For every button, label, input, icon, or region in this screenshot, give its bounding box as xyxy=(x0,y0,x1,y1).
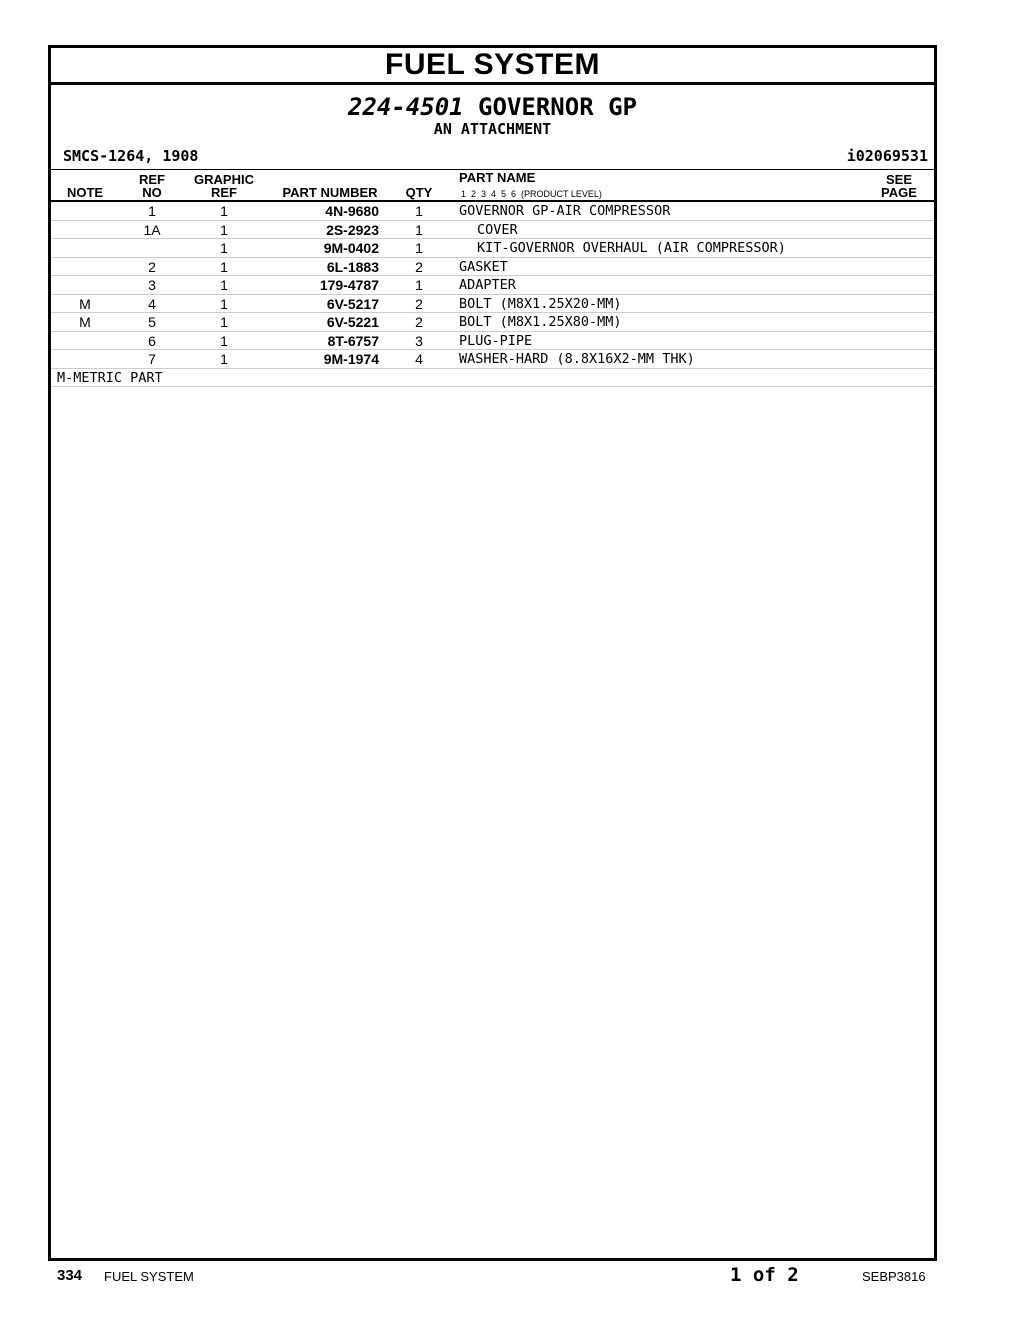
qty-cell: 3 xyxy=(415,332,423,349)
part-number-cell: 8T-6757 xyxy=(327,332,379,349)
parts-page-frame xyxy=(48,45,937,1261)
footer-section: FUEL SYSTEM xyxy=(104,1269,194,1284)
part-name-cell: WASHER-HARD (8.8X16X2-MM THK) xyxy=(459,351,695,367)
note-cell: M xyxy=(79,295,91,312)
part-number-cell: 6V-5217 xyxy=(326,295,379,312)
graphic-ref-cell: 1 xyxy=(220,203,228,219)
ref-no-cell: 1A xyxy=(143,221,161,238)
qty-cell: 1 xyxy=(415,221,423,238)
ref-no-cell: 7 xyxy=(148,351,156,367)
qty-cell: 1 xyxy=(415,203,423,219)
ref-no-cell: 5 xyxy=(148,314,156,330)
qty-cell: 2 xyxy=(415,314,423,330)
col-product-levels: 1 2 3 4 5 6 (PRODUCT LEVEL) xyxy=(461,189,602,199)
qty-cell: 4 xyxy=(415,351,423,367)
part-name-cell: ADAPTER xyxy=(459,277,516,293)
part-number-cell: 6V-5221 xyxy=(326,314,379,330)
part-number-cell: 2S-2923 xyxy=(326,221,379,238)
part-number-cell: 179-4787 xyxy=(319,277,379,293)
col-part-number: PART NUMBER xyxy=(282,185,378,200)
col-see-bottom: PAGE xyxy=(881,185,917,200)
graphic-ref-cell: 1 xyxy=(220,258,228,275)
table-row xyxy=(51,239,934,258)
ref-no-cell: 2 xyxy=(148,258,156,275)
footnote: M-METRIC PART xyxy=(51,369,934,387)
qty-cell: 2 xyxy=(415,258,423,275)
table-row xyxy=(51,295,934,314)
col-graphic-top: GRAPHIC xyxy=(194,172,254,187)
graphic-ref-cell: 1 xyxy=(220,295,228,312)
graphic-ref-cell: 1 xyxy=(220,332,228,349)
group-part-number: 224-4501 xyxy=(348,93,464,121)
part-name-cell: COVER xyxy=(477,221,518,238)
table-row xyxy=(51,313,934,332)
part-name-cell: KIT-GOVERNOR OVERHAUL (AIR COMPRESSOR) xyxy=(477,240,786,256)
graphic-ref-cell: 1 xyxy=(220,314,228,330)
page-number: 334 xyxy=(57,1267,83,1284)
column-header xyxy=(51,170,934,202)
col-ref-bottom: NO xyxy=(142,185,162,200)
meta-row xyxy=(51,147,934,170)
table-row xyxy=(51,202,934,221)
col-ref-top: REF xyxy=(139,172,165,187)
graphic-ref-cell: 1 xyxy=(220,277,228,293)
table-row xyxy=(51,350,934,369)
illustration-id: i02069531 xyxy=(846,147,928,165)
col-part-name: PART NAME xyxy=(459,170,536,185)
table-row xyxy=(51,276,934,295)
page-footer xyxy=(0,1264,1020,1288)
note-cell: M xyxy=(79,314,91,330)
part-number-cell: 9M-1974 xyxy=(323,351,379,367)
part-number-cell: 6L-1883 xyxy=(326,258,379,275)
qty-cell: 2 xyxy=(415,295,423,312)
qty-cell: 1 xyxy=(415,277,423,293)
pagination: 1 of 2 xyxy=(730,1264,799,1286)
part-number-cell: 9M-0402 xyxy=(323,240,379,256)
group-name: GOVERNOR GP xyxy=(478,93,637,121)
smcs-code: SMCS-1264, 1908 xyxy=(63,147,199,165)
document-id: SEBP3816 xyxy=(862,1269,926,1284)
ref-no-cell: 3 xyxy=(148,277,156,293)
parts-table-body xyxy=(51,202,934,369)
group-heading xyxy=(51,93,934,121)
table-row xyxy=(51,332,934,351)
section-title: FUEL SYSTEM xyxy=(51,48,934,85)
col-note: NOTE xyxy=(66,185,104,200)
graphic-ref-cell: 1 xyxy=(220,240,228,256)
ref-no-cell: 4 xyxy=(148,295,156,312)
qty-cell: 1 xyxy=(415,240,423,256)
col-see-top: SEE xyxy=(885,172,912,187)
part-name-cell: BOLT (M8X1.25X80-MM) xyxy=(459,314,622,330)
part-name-cell: GASKET xyxy=(459,258,508,275)
table-row xyxy=(51,258,934,277)
graphic-ref-cell: 1 xyxy=(220,351,228,367)
part-name-cell: GOVERNOR GP-AIR COMPRESSOR xyxy=(459,203,671,219)
ref-no-cell: 1 xyxy=(148,203,156,219)
graphic-ref-cell: 1 xyxy=(220,221,228,238)
part-number-cell: 4N-9680 xyxy=(325,203,379,219)
part-name-cell: BOLT (M8X1.25X20-MM) xyxy=(459,295,622,312)
group-subtitle: AN ATTACHMENT xyxy=(433,120,552,138)
table-row xyxy=(51,221,934,240)
part-name-cell: PLUG-PIPE xyxy=(459,332,533,349)
ref-no-cell: 6 xyxy=(148,332,156,349)
col-qty: QTY xyxy=(405,185,433,200)
col-graphic-bottom: REF xyxy=(211,185,237,200)
